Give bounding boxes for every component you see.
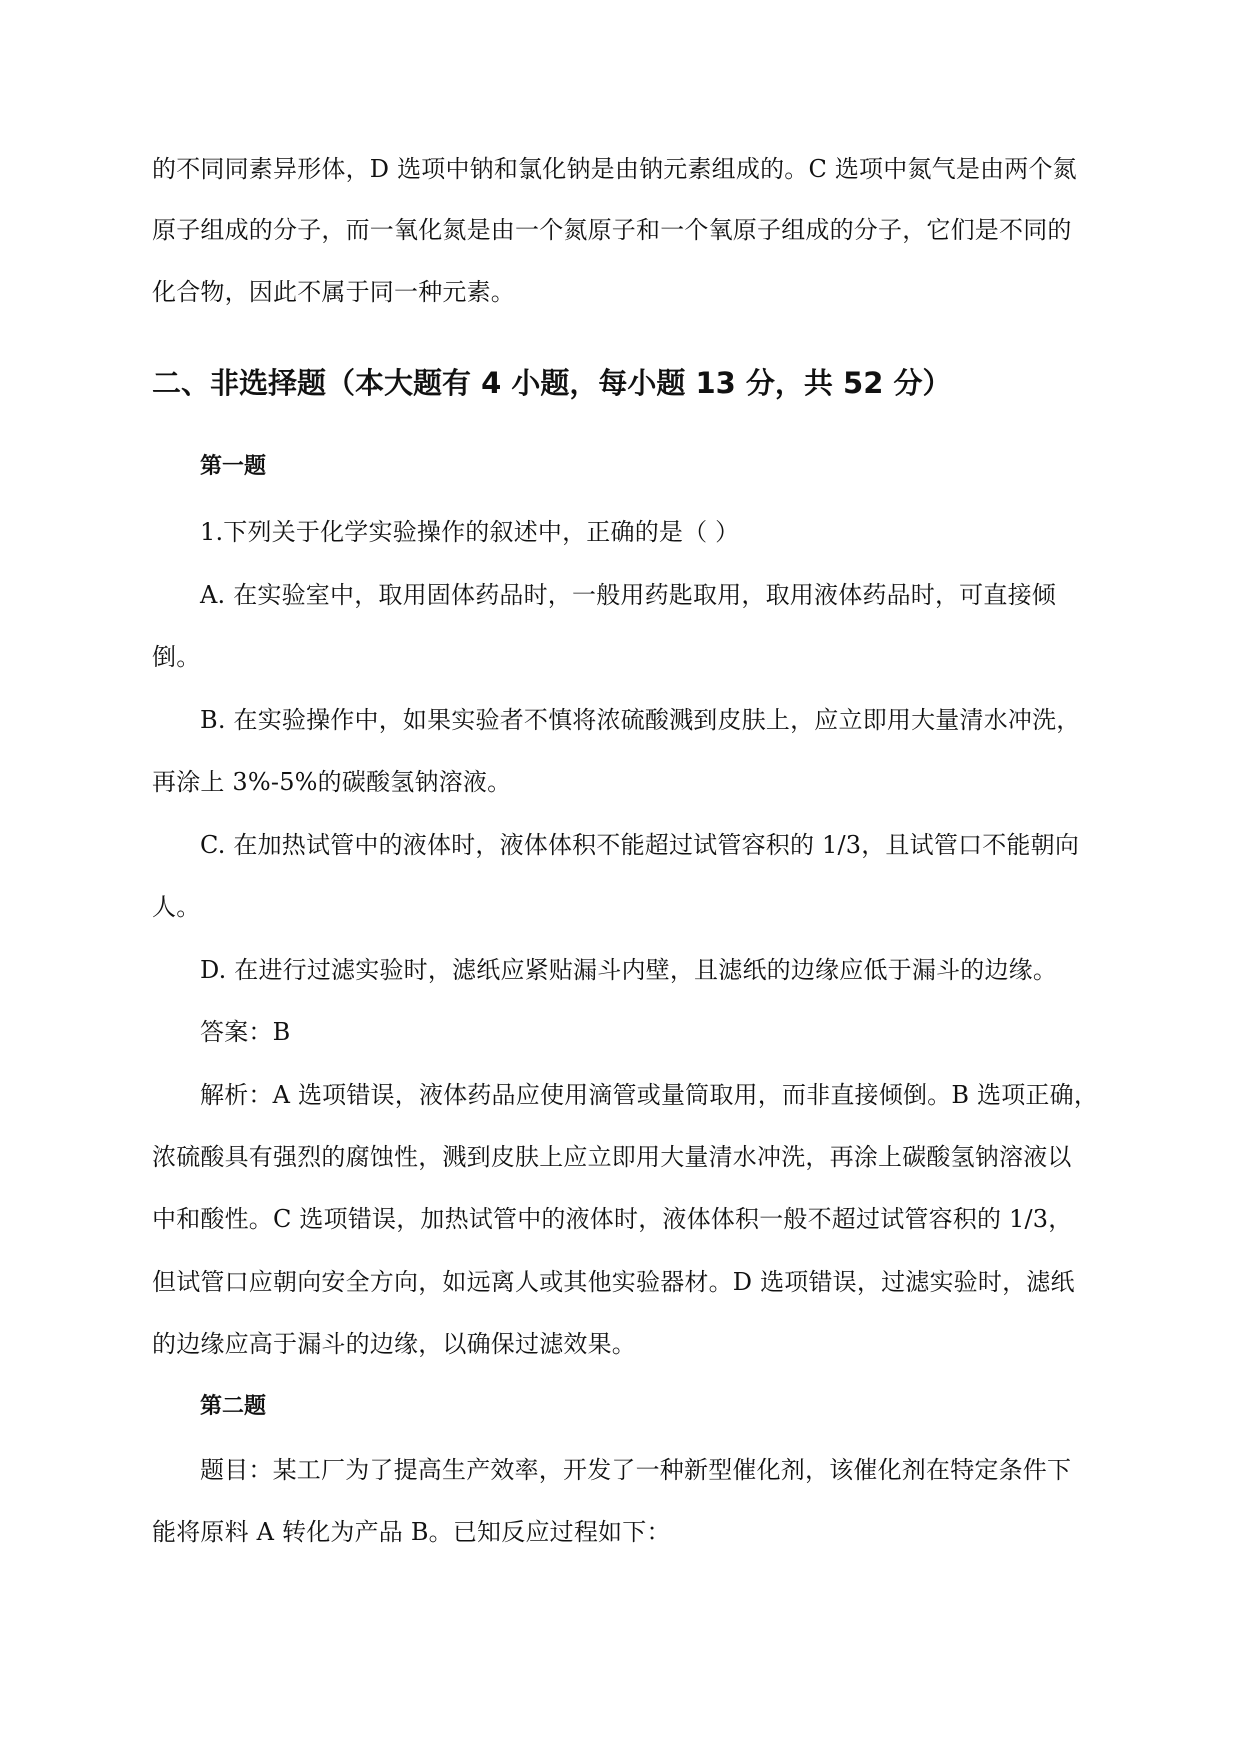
option-d: D. 在进行过滤实验时，滤纸应紧贴漏斗内壁，且滤纸的边缘应低于漏斗的边缘。 [200, 956, 1058, 984]
analysis-line: 但试管口应朝向安全方向，如远离人或其他实验器材。D 选项错误，过滤实验时，滤纸 [152, 1268, 1075, 1296]
paragraph-line: 的不同同素异形体，D 选项中钠和氯化钠是由钠元素组成的。C 选项中氮气是由两个氮 [152, 155, 1077, 183]
question-heading: 第二题 [200, 1394, 267, 1419]
analysis-line: 中和酸性。C 选项错误，加热试管中的液体时，液体体积一般不超过试管容积的 1/3， [152, 1205, 1073, 1233]
option-c: C. 在加热试管中的液体时，液体体积不能超过试管容积的 1/3，且试管口不能朝向 [200, 831, 1080, 859]
question-heading: 第一题 [200, 454, 267, 479]
option-b-continued: 再涂上 3%-5%的碳酸氢钠溶液。 [152, 768, 512, 796]
section-title: 二、非选择题（本大题有 4 小题，每小题 13 分，共 52 分） [152, 366, 952, 400]
analysis-line: 浓硫酸具有强烈的腐蚀性，溅到皮肤上应立即用大量清水冲洗，再涂上碳酸氢钠溶液以 [152, 1143, 1072, 1171]
question-body: 题目：某工厂为了提高生产效率，开发了一种新型催化剂，该催化剂在特定条件下 [200, 1456, 1072, 1484]
answer: 答案：B [200, 1018, 291, 1046]
question-body-continued: 能将原料 A 转化为产品 B。已知反应过程如下： [152, 1518, 671, 1546]
option-b: B. 在实验操作中，如果实验者不慎将浓硫酸溅到皮肤上，应立即用大量清水冲洗， [200, 706, 1081, 734]
option-c-continued: 人。 [152, 893, 201, 921]
paragraph-line: 原子组成的分子，而一氧化氮是由一个氮原子和一个氧原子组成的分子，它们是不同的 [152, 216, 1072, 244]
option-a: A. 在实验室中，取用固体药品时，一般用药匙取用，取用液体药品时，可直接倾 [200, 581, 1056, 609]
paragraph-line: 化合物，因此不属于同一种元素。 [152, 278, 515, 306]
analysis-line: 的边缘应高于漏斗的边缘，以确保过滤效果。 [152, 1330, 636, 1358]
question-stem: 1.下列关于化学实验操作的叙述中，正确的是（ ） [200, 518, 740, 546]
option-a-continued: 倒。 [152, 643, 201, 671]
analysis-line: 解析：A 选项错误，液体药品应使用滴管或量筒取用，而非直接倾倒。B 选项正确， [200, 1081, 1099, 1109]
